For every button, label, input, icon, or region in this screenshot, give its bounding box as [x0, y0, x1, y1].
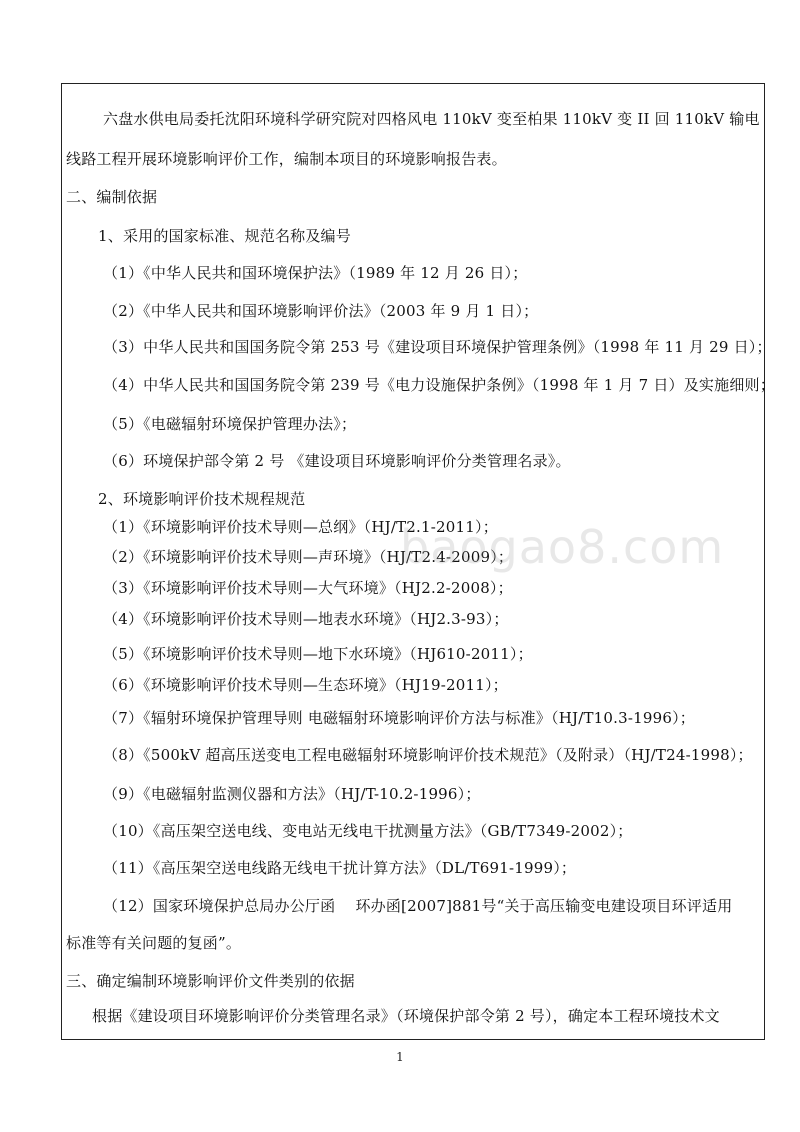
list-item: （6）《环境影响评价技术导则—生态环境》（HJ19-2011）；: [103, 676, 508, 694]
list-item: （11）《高压架空送电线路无线电干扰计算方法》（DL/T691-1999）；: [103, 859, 577, 877]
paragraph-line: 六盘水供电局委托沈阳环境科学研究院对四格风电 110kV 变至柏果 110kV 变 II 回 110kV 输电: [103, 110, 760, 128]
list-item: （3）《环境影响评价技术导则—大气环境》（HJ2.2-2008）；: [103, 579, 513, 597]
list-item: （1）《环境影响评价技术导则—总纲》（HJ/T2.1-2011）；: [103, 518, 498, 536]
list-item: （9）《电磁辐射监测仪器和方法》（HJ/T-10.2-1996）；: [103, 785, 481, 803]
page-number: 1: [396, 1050, 404, 1064]
watermark: baogao8.com: [400, 520, 725, 574]
subsection-heading: 2、环境影响评价技术规程规范: [98, 490, 306, 508]
list-item: （7）《辐射环境保护管理导则 电磁辐射环境影响评价方法与标准》（HJ/T10.3-1996）；: [103, 709, 696, 727]
list-item: （10）《高压架空送电线、变电站无线电干扰测量方法》（GB/T7349-2002）；: [103, 822, 633, 840]
list-item: （4）《环境影响评价技术导则—地表水环境》（HJ2.3-93）；: [103, 610, 509, 628]
list-item: （4）中华人民共和国国务院令第 239 号《电力设施保护条例》（1998 年 1 月 7 日）及实施细则；: [103, 376, 775, 394]
subsection-heading: 1、采用的国家标准、规范名称及编号: [98, 227, 351, 245]
list-item: （8）《500kV 超高压送变电工程电磁辐射环境影响评价技术规范》（及附录）（HJ/T24-1998）；: [103, 746, 753, 764]
list-item: （6）环境保护部令第 2 号 《建设项目环境影响评价分类管理名录》。: [103, 452, 571, 470]
section-heading: 二、编制依据: [66, 188, 158, 206]
list-item: （1）《中华人民共和国环境保护法》（1989 年 12 月 26 日）；: [103, 264, 528, 282]
list-item: （3）中华人民共和国国务院令第 253 号《建设项目环境保护管理条例》（1998 年 11 月 29 日）；: [103, 338, 772, 356]
section-heading: 三、确定编制环境影响评价文件类别的依据: [66, 972, 355, 990]
list-item: （2）《环境影响评价技术导则—声环境》（HJ/T2.4-2009）；: [103, 548, 514, 566]
list-item: （2）《中华人民共和国环境影响评价法》（2003 年 9 月 1 日）；: [103, 302, 539, 320]
list-item: （12）国家环境保护总局办公厅函 环办函[2007]881号“关于高压输变电建设项目环评适用: [103, 897, 733, 915]
paragraph-line: 线路工程开展环境影响评价工作，编制本项目的环境影响报告表。: [66, 150, 507, 168]
list-item: （5）《环境影响评价技术导则—地下水环境》（HJ610-2011）；: [103, 645, 533, 663]
paragraph-line: 根据《建设项目环境影响评价分类管理名录》（环境保护部令第 2 号），确定本工程环境技术文: [92, 1007, 720, 1025]
list-item-continuation: 标准等有关问题的复函”。: [66, 934, 242, 952]
list-item: （5）《电磁辐射环境保护管理办法》；: [103, 415, 357, 433]
